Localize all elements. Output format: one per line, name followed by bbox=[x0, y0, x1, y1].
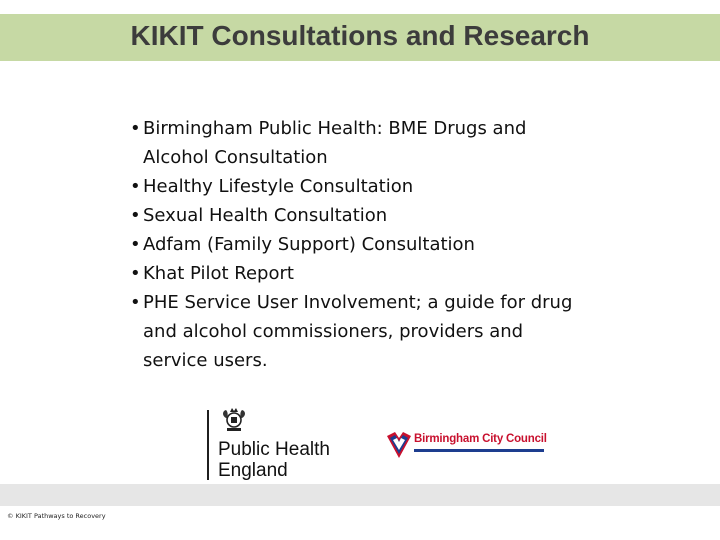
phe-wordmark bbox=[218, 439, 330, 481]
phe-line-2: England bbox=[218, 460, 288, 481]
bcc-wordmark: Birmingham City Council bbox=[414, 433, 547, 445]
royal-crest-icon bbox=[219, 406, 249, 436]
birmingham-city-council-logo bbox=[385, 430, 550, 460]
public-health-england-logo bbox=[207, 406, 332, 480]
phe-line-1: Public Health bbox=[218, 439, 330, 460]
footer-copyright: © KIKIT Pathways to Recovery bbox=[7, 512, 106, 520]
list-item: • Adfam (Family Support) Consultation bbox=[130, 230, 590, 259]
bullet-list bbox=[130, 114, 590, 375]
bcc-underline bbox=[414, 449, 544, 452]
list-item: • Sexual Health Consultation bbox=[130, 201, 590, 230]
logo-divider bbox=[207, 410, 209, 480]
footer-bar bbox=[0, 484, 720, 506]
page-title: KIKIT Consultations and Research bbox=[130, 20, 590, 51]
list-item: • PHE Service User Involvement; a guide for drug and alcohol commissioners, providers and service users. bbox=[130, 288, 590, 375]
list-item: • Khat Pilot Report bbox=[130, 259, 590, 288]
list-item: • Birmingham Public Health: BME Drugs and Alcohol Consultation bbox=[130, 114, 590, 172]
list-item: • Healthy Lifestyle Consultation bbox=[130, 172, 590, 201]
bcc-emblem-icon bbox=[385, 430, 413, 460]
